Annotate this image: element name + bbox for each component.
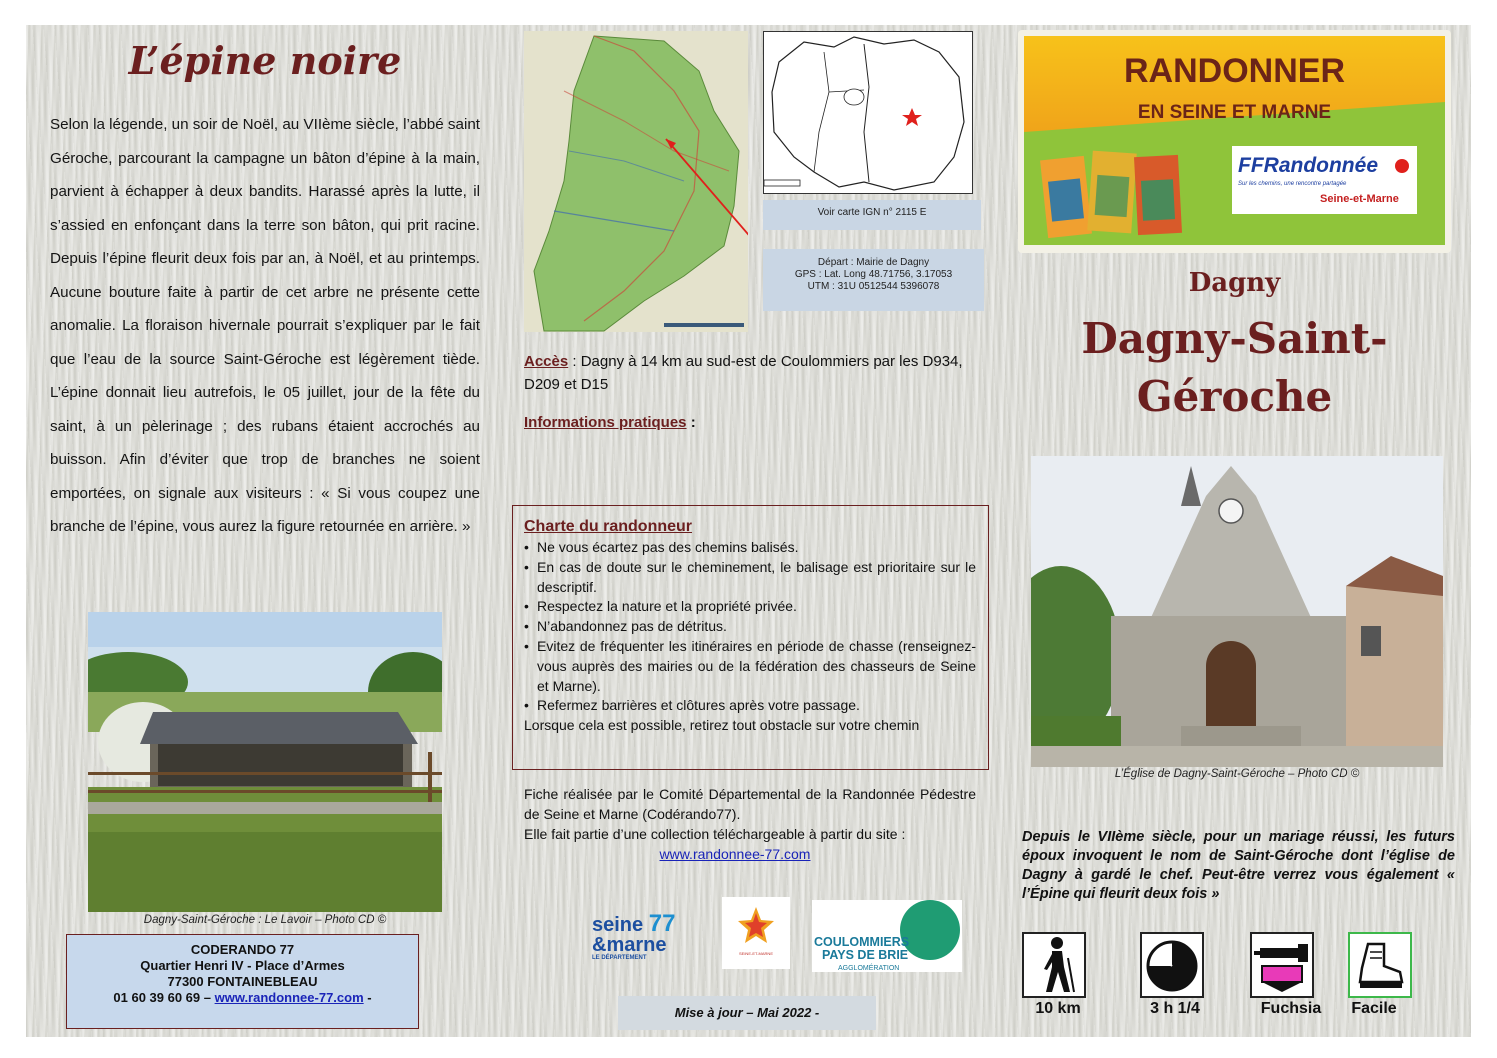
- church-caption: L’Église de Dagny-Saint-Géroche – Photo CD ©: [1114, 768, 1360, 780]
- charter-list: [524, 538, 976, 716]
- coulommiers-sub: PAYS DE BRIE: [822, 948, 909, 962]
- utm-text: UTM : 31U 0512544 5396078: [807, 281, 940, 292]
- credits-link-row: [524, 844, 976, 864]
- department-star-logo: [722, 897, 790, 969]
- credits-text: Fiche réalisée par le Comité Départemental de la Randonnée Pédestre de Seine et Marne (Codérando77).: [524, 786, 976, 822]
- coulommiers-logo: [812, 900, 962, 972]
- departure-text: Départ : Mairie de Dagny: [817, 257, 930, 268]
- address-name: CODERANDO 77: [190, 942, 295, 957]
- duration-picto: [1140, 932, 1204, 998]
- boot-icon: [1350, 934, 1410, 996]
- ile-de-france-map: [763, 31, 973, 194]
- banner-subtitle: EN SEINE ET MARNE: [1137, 102, 1332, 123]
- hiker-charter-box: [512, 505, 989, 770]
- update-date: Mise à jour – Mai 2022 -: [618, 996, 876, 1030]
- distance-picto: [1022, 932, 1086, 998]
- charter-item: • N’abandonnez pas de détritus.: [524, 617, 976, 637]
- charter-item: • Refermez barrières et clôtures après votre passage.: [524, 696, 976, 716]
- access-section: [524, 350, 964, 434]
- clock-icon: [1142, 934, 1202, 996]
- seine-logo-number: 77: [648, 910, 676, 937]
- church-description: Depuis le VIIème siècle, pour un mariage réussi, les futurs époux invoquent le nom de Saint-Géroche dont l’église de Dagny à gardé le chef. Peut-être verrez vous également « l’Épine qui fleurit deux fois »: [1022, 829, 1455, 902]
- charter-item: • Ne vous écartez pas des chemins balisés.: [524, 538, 976, 558]
- address-contact: [67, 990, 418, 1006]
- distance-label: 10 km: [1035, 1000, 1081, 1017]
- banner-title: RANDONNER: [1124, 52, 1345, 90]
- credits-text-2: Elle fait partie d’une collection téléchargeable à partir du site :: [524, 826, 906, 842]
- church-photo: [1031, 456, 1443, 767]
- duration-label: 3 h 1/4: [1150, 1000, 1200, 1017]
- village-name: Dagny: [1188, 268, 1281, 298]
- lavoir-photo: [88, 612, 442, 912]
- lavoir-caption: Dagny-Saint-Géroche : Le Lavoir – Photo CD ©: [143, 914, 387, 926]
- place-title-line2: Géroche: [1136, 372, 1333, 421]
- address-line1: Quartier Henri IV - Place d’Armes: [140, 958, 345, 973]
- ffrandonnee-brand: FFRandonnée: [1238, 154, 1378, 177]
- seine-et-marne-map: [524, 31, 748, 332]
- difficulty-picto: [1348, 932, 1412, 998]
- ffrandonnee-tagline: Sur les chemins, une rencontre partagée: [1238, 181, 1347, 187]
- coulommiers-name: COULOMMIERS: [814, 935, 910, 949]
- practical-info: [524, 411, 964, 434]
- address-trail: -: [363, 990, 372, 1005]
- difficulty-label: Facile: [1351, 1000, 1397, 1017]
- seine-et-marne-logo: [592, 900, 688, 970]
- practical-info-colon: :: [686, 414, 696, 431]
- access-paragraph: [524, 350, 964, 396]
- place-title: [1018, 310, 1451, 426]
- credits-section: [524, 784, 976, 864]
- address-phone: 01 60 39 60 69 –: [113, 990, 215, 1005]
- charter-item: • Respectez la nature et la propriété privée.: [524, 597, 976, 617]
- charter-closing: Lorsque cela est possible, retirez tout obstacle sur votre chemin: [524, 717, 920, 734]
- charter-item: • En cas de doute sur le cheminement, le balisage est prioritaire sur le descriptif.: [524, 558, 976, 598]
- access-label: Accès: [524, 353, 569, 370]
- charter-title: Charte du randonneur: [524, 518, 693, 535]
- legend-title: L’épine noire: [128, 38, 402, 83]
- address-website-link[interactable]: www.randonnee-77.com: [214, 990, 364, 1005]
- paint-icon: [1252, 934, 1312, 996]
- gps-text: GPS : Lat. Long 48.71756, 3.17053: [794, 269, 953, 280]
- marking-color-picto: [1250, 932, 1314, 998]
- address-line2: 77300 FONTAINEBLEAU: [167, 974, 318, 989]
- charter-item: • Evitez de fréquenter les itinéraires en période de chasse (renseignez-vous auprès des mairies ou de la fédération des chasseurs de Seine et Marne).: [524, 637, 976, 696]
- ffrandonnee-region: Seine-et-Marne: [1320, 193, 1399, 205]
- seine-logo-word: seine: [592, 914, 644, 936]
- ign-map-box: Voir carte IGN n° 2115 E: [763, 200, 981, 230]
- hiker-icon: [1024, 934, 1084, 996]
- legend-text: Selon la légende, un soir de Noël, au VIIème siècle, l’abbé saint Géroche, parcourant la campagne un bâton d’épine à la main, parvient à échapper à deux bandits. Harassé après la lutte, il s’assied en enfonçant dans la terre son bâton, qui prit racine. Depuis l’épine fleurit deux fois par an, à Noël, et au printemps. Aucune bouture faite à partir de cet arbre ne présente cette anomalie. La floraison hivernale pourrait s’expliquer par le fait que l’eau de la source Saint-Géroche est légèrement tiède. L’épine donnait lieu autrefois, le 05 juillet, jour de la fête du saint, à un pèlerinage ; des rubans étaient accrochés au buisson. Afin d’éviter que trop de branches ne soient emportées, on signale aux visiteurs : « Si vous coupez une branche de l’épine, vous aurez la figure retournée en arrière. »: [50, 116, 480, 535]
- credits-website-link[interactable]: www.randonnee-77.com: [659, 846, 811, 862]
- randonner-banner: [1018, 30, 1451, 253]
- marne-logo-word: &marne: [592, 934, 667, 956]
- coulommiers-sub2: AGGLOMÉRATION: [838, 965, 900, 972]
- marking-color-label: Fuchsia: [1260, 1000, 1322, 1017]
- address-box: [66, 934, 419, 1029]
- star-logo-caption: SEINE-ET-MARNE: [738, 951, 773, 956]
- practical-info-label: Informations pratiques: [524, 414, 687, 431]
- departure-box: [763, 249, 984, 311]
- place-title-line1: Dagny-Saint-: [1081, 314, 1388, 363]
- access-text: : Dagny à 14 km au sud-est de Coulommiers par les D934, D209 et D15: [524, 353, 963, 393]
- seine-logo-sub: LE DÉPARTEMENT: [592, 955, 647, 961]
